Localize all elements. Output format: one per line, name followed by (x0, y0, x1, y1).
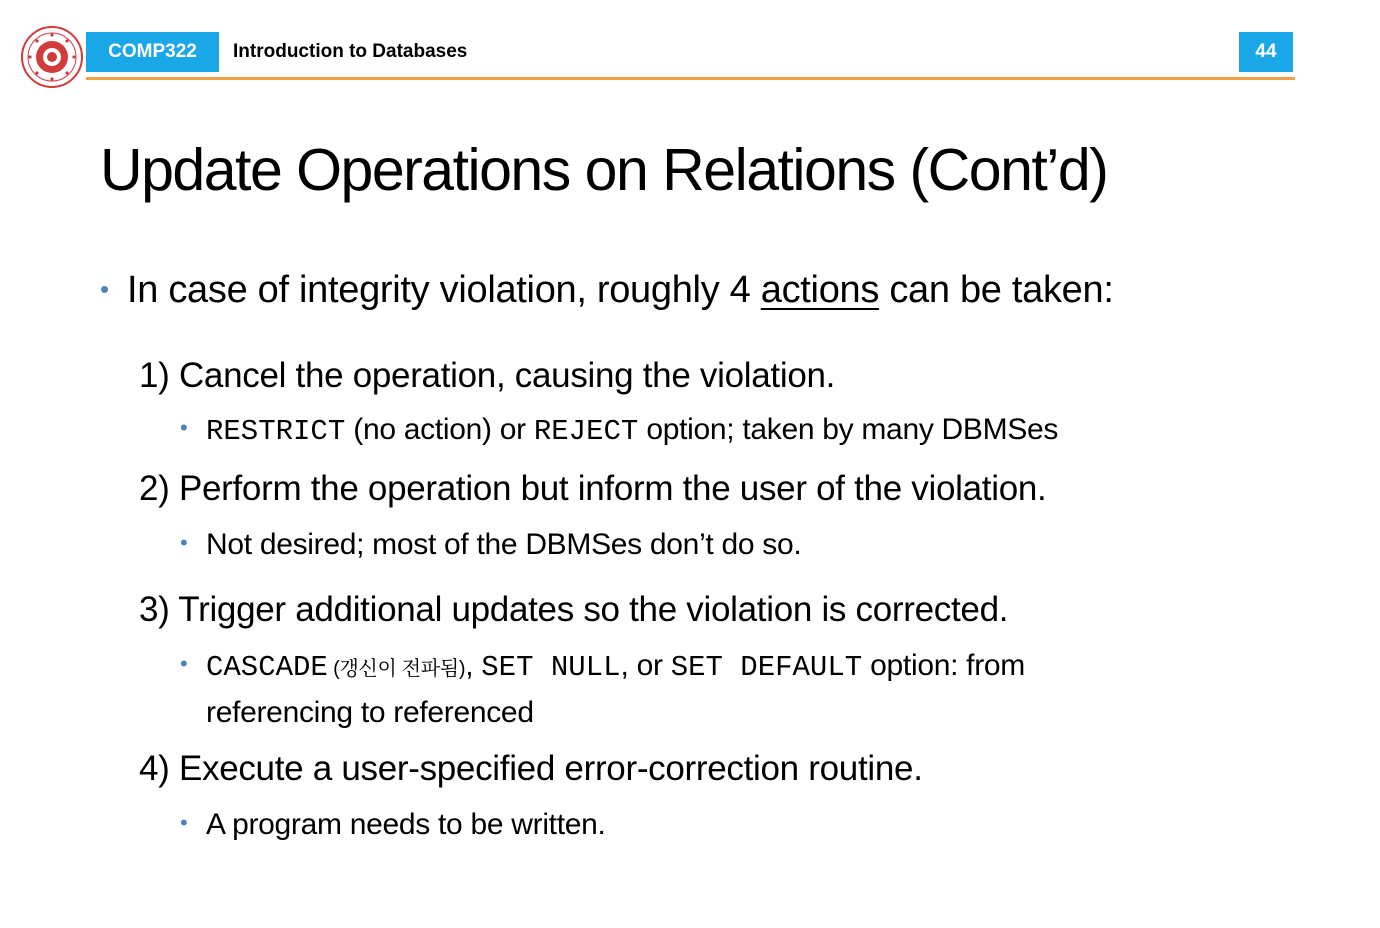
bullet-icon: • (100, 273, 109, 304)
step-3-sub-continuation: referencing to referenced (206, 696, 534, 729)
sub-text: option; taken by many DBMSes (638, 413, 1059, 446)
page-number-badge: 44 (1239, 32, 1293, 72)
code-restrict: RESTRICT (206, 415, 346, 448)
main-bullet-text: In case of integrity violation, roughly 4 (127, 269, 761, 311)
bullet-icon: • (180, 530, 188, 556)
code-reject: REJECT (533, 415, 639, 448)
step-4-sub-bullet (180, 802, 606, 849)
bullet-icon: • (180, 810, 188, 836)
course-code-badge: COMP322 (86, 32, 219, 72)
code-cascade: CASCADE (206, 651, 328, 684)
step-3-sub-bullet (180, 643, 1025, 692)
slide-title: Update Operations on Relations (Cont’d) (100, 137, 1108, 203)
header-divider (86, 77, 1295, 80)
university-logo (21, 26, 83, 88)
main-bullet-emphasis: actions (760, 269, 880, 311)
sub-text: A program needs to be written. (206, 808, 606, 841)
main-bullet-text-end: can be taken: (879, 269, 1114, 311)
step-4: 4) Execute a user-specified error-correction routine. (139, 749, 923, 788)
step-2: 2) Perform the operation but inform the user of the violation. (139, 469, 1047, 508)
korean-note: (갱신이 전파됨) (327, 658, 466, 680)
sub-text: Not desired; most of the DBMSes don’t do so. (206, 528, 802, 561)
course-title: Introduction to Databases (233, 41, 468, 62)
sub-text: option: from (862, 649, 1025, 682)
main-bullet (100, 265, 1114, 317)
bullet-icon: • (180, 651, 188, 677)
step-3: 3) Trigger additional updates so the violation is corrected. (139, 590, 1009, 629)
step-1-sub-bullet (180, 407, 1058, 455)
code-set-default: SET DEFAULT (670, 651, 863, 684)
step-2-sub-bullet (180, 522, 801, 569)
step-1: 1) Cancel the operation, causing the violation. (139, 356, 836, 395)
sub-text: (no action) or (345, 413, 534, 446)
code-set-null: SET NULL (481, 651, 621, 684)
bullet-icon: • (180, 415, 188, 441)
sub-text: , (465, 649, 482, 682)
sub-text: , or (620, 649, 671, 682)
